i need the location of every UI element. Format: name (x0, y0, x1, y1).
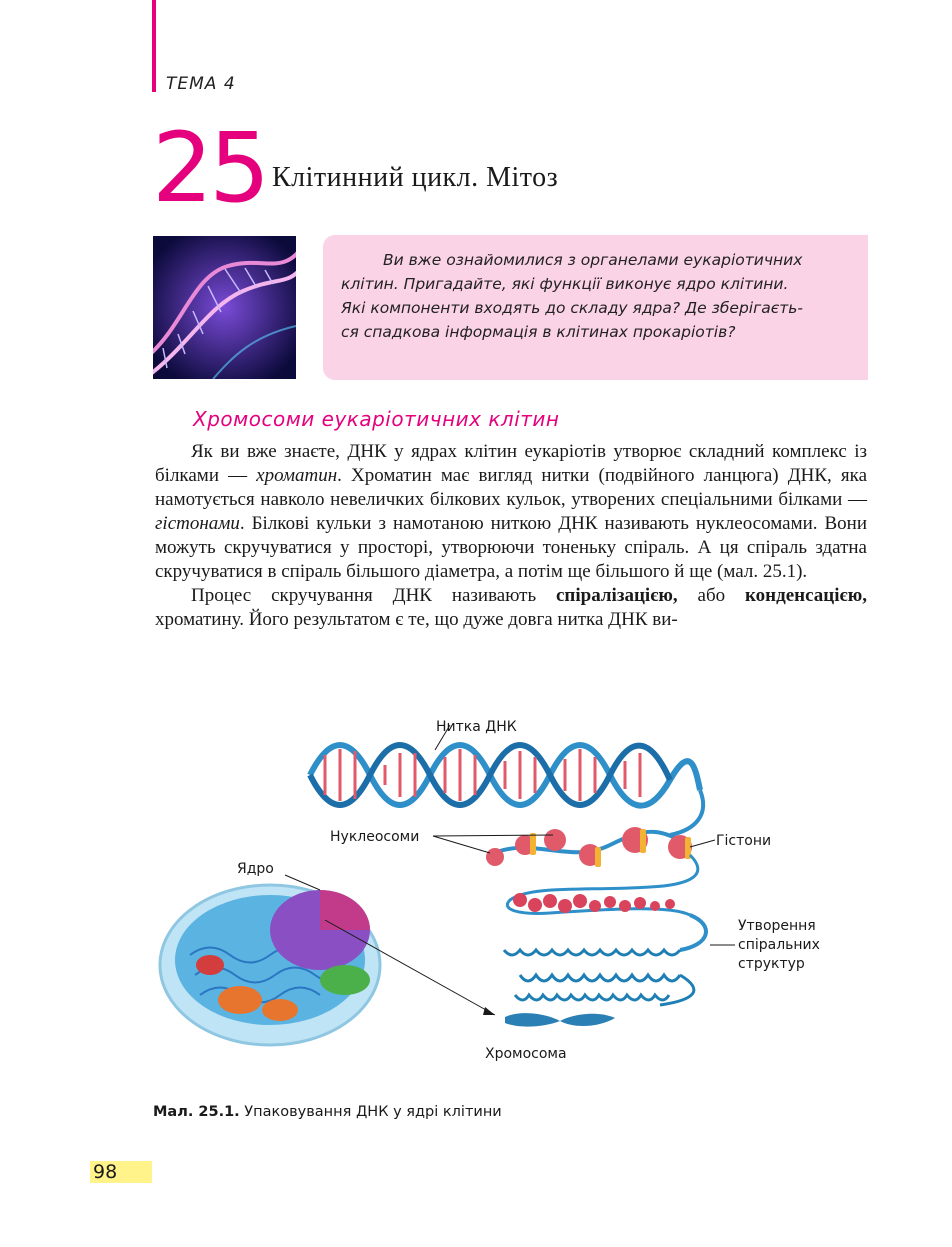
topic-label: ТЕМА 4 (166, 74, 236, 94)
lesson-title: Клітинний цикл. Мітоз (272, 162, 559, 193)
label-spiral-line3: структур (738, 956, 805, 972)
label-chromosome: Хромосома (485, 1046, 567, 1062)
intro-text: Ви вже ознайомилися з органелами еукаріотичних клітин. Пригадайте, які функції виконує ядро клітини. Які компоненти входять до складу ядра? Де зберігаєть- ся спадкова інформація в клітинах прокаріотів? (341, 251, 804, 341)
topic-marker-bar (152, 0, 156, 92)
nucleosome-string-illustration (486, 827, 692, 867)
label-nucleosomes: Нуклеосоми (330, 829, 420, 845)
paragraph-1: Як ви вже знаєте, ДНК у ядрах клітин еукаріотів утворює складний комплекс із білками — хроматин. Хроматин має вигляд нитки (подвійного ланцюга) ДНК, яка намотується навколо невеличких білкових кульок, утворених спеціальними білками — гістонами. Білкові кульки з намотаною ниткою ДНК називають нуклеосомами. Вони можуть скручуватися у просторі, утворюючи тоненьку спіраль. А ця спіраль здатна скручуватися в спіраль більшого діаметра, а потім ще більшого й ще (мал. 25.1). (155, 441, 868, 582)
chromosome-illustration (505, 1013, 615, 1027)
section-heading: Хромосоми еукаріотичних клітин (193, 407, 560, 431)
label-spiral-line1: Утворення (738, 918, 816, 934)
cell-illustration (160, 885, 380, 1045)
page-number: 98 (90, 1161, 152, 1183)
body-text (155, 440, 867, 632)
lesson-number: 25 (152, 112, 267, 224)
chromatin-fiber-illustration (507, 855, 706, 950)
intro-questions-box (323, 235, 868, 380)
label-spiral-line2: спіральних (738, 937, 820, 953)
label-dna-strand: Нитка ДНК (436, 719, 517, 735)
label-nucleus: Ядро (237, 861, 274, 877)
dna-strand-illustration (310, 745, 700, 806)
figure-caption: Мал. 25.1. Упаковування ДНК у ядрі клітини (153, 1104, 502, 1120)
coil-structures-illustration (504, 950, 694, 1005)
dna-packaging-figure (150, 705, 870, 1075)
label-histones: Гістони (716, 833, 772, 849)
paragraph-2: Процес скручування ДНК називають спіралізацією, або конденсацією, хроматину. Його результатом є те, що дуже довга нитка ДНК ви- (155, 585, 867, 630)
dna-helix-image (153, 236, 296, 379)
